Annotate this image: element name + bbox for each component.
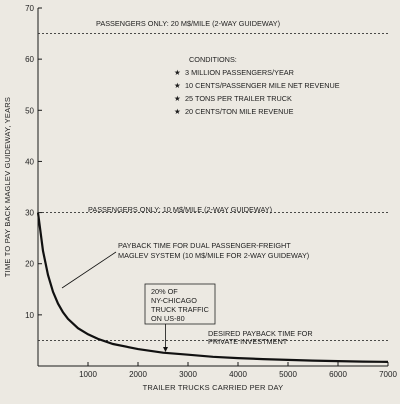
y-axis-title: TIME TO PAY BACK MAGLEV GUIDEWAY, YEARS — [3, 96, 12, 278]
condition-bullet: ★ — [174, 68, 181, 77]
y-tick-label: 40 — [25, 157, 34, 167]
ref-label-20m: PASSENGERS ONLY: 20 M$/MILE (2-WAY GUIDEWAY) — [96, 19, 281, 28]
condition-bullet: ★ — [174, 81, 181, 90]
x-ticks — [79, 362, 397, 379]
traffic-box-line: TRUCK TRAFFIC — [151, 305, 209, 314]
y-tick-label: 60 — [25, 55, 34, 65]
condition-item: 3 MILLION PASSENGERS/YEAR — [185, 68, 294, 77]
traffic-box-line: ON US-80 — [151, 314, 185, 323]
x-tick-label: 4000 — [229, 370, 247, 379]
y-tick-label: 30 — [25, 208, 34, 218]
conditions-list — [174, 68, 340, 116]
x-tick-label: 7000 — [379, 370, 397, 379]
curve-label-leader — [62, 252, 116, 288]
conditions-title: CONDITIONS: — [189, 55, 237, 64]
y-tick-label: 70 — [25, 4, 34, 13]
arrow-head — [163, 347, 168, 352]
ref-label-10m: PASSENGERS ONLY: 10 M$/MILE (2-WAY GUIDEWAY) — [88, 205, 273, 214]
y-tick-label: 20 — [25, 259, 34, 269]
condition-item: 20 CENTS/TON MILE REVENUE — [185, 107, 294, 116]
curve-label-1: PAYBACK TIME FOR DUAL PASSENGER-FREIGHT — [118, 241, 291, 250]
x-tick-label: 5000 — [279, 370, 297, 379]
ref-label-desired-1: DESIRED PAYBACK TIME FOR — [208, 329, 313, 338]
x-tick-label: 6000 — [329, 370, 347, 379]
x-tick-label: 2000 — [129, 370, 147, 379]
traffic-box-line: NY-CHICAGO — [151, 296, 197, 305]
y-ticks — [25, 4, 42, 320]
y-tick-label: 10 — [25, 310, 34, 320]
x-axis-title: TRAILER TRUCKS CARRIED PER DAY — [142, 383, 284, 392]
condition-bullet: ★ — [174, 94, 181, 103]
ref-label-desired-2: PRIVATE INVESTMENT — [208, 337, 288, 346]
condition-item: 10 CENTS/PASSENGER MILE NET REVENUE — [185, 81, 340, 90]
y-tick-label: 50 — [25, 106, 34, 116]
curve-label-2: MAGLEV SYSTEM (10 M$/MILE FOR 2-WAY GUIDEWAY) — [118, 251, 310, 260]
x-tick-label: 1000 — [79, 370, 97, 379]
traffic-box-line: 20% OF — [151, 287, 178, 296]
condition-item: 25 TONS PER TRAILER TRUCK — [185, 94, 292, 103]
x-tick-label: 3000 — [179, 370, 197, 379]
traffic-box-arrow — [163, 324, 168, 352]
condition-bullet: ★ — [174, 107, 181, 116]
